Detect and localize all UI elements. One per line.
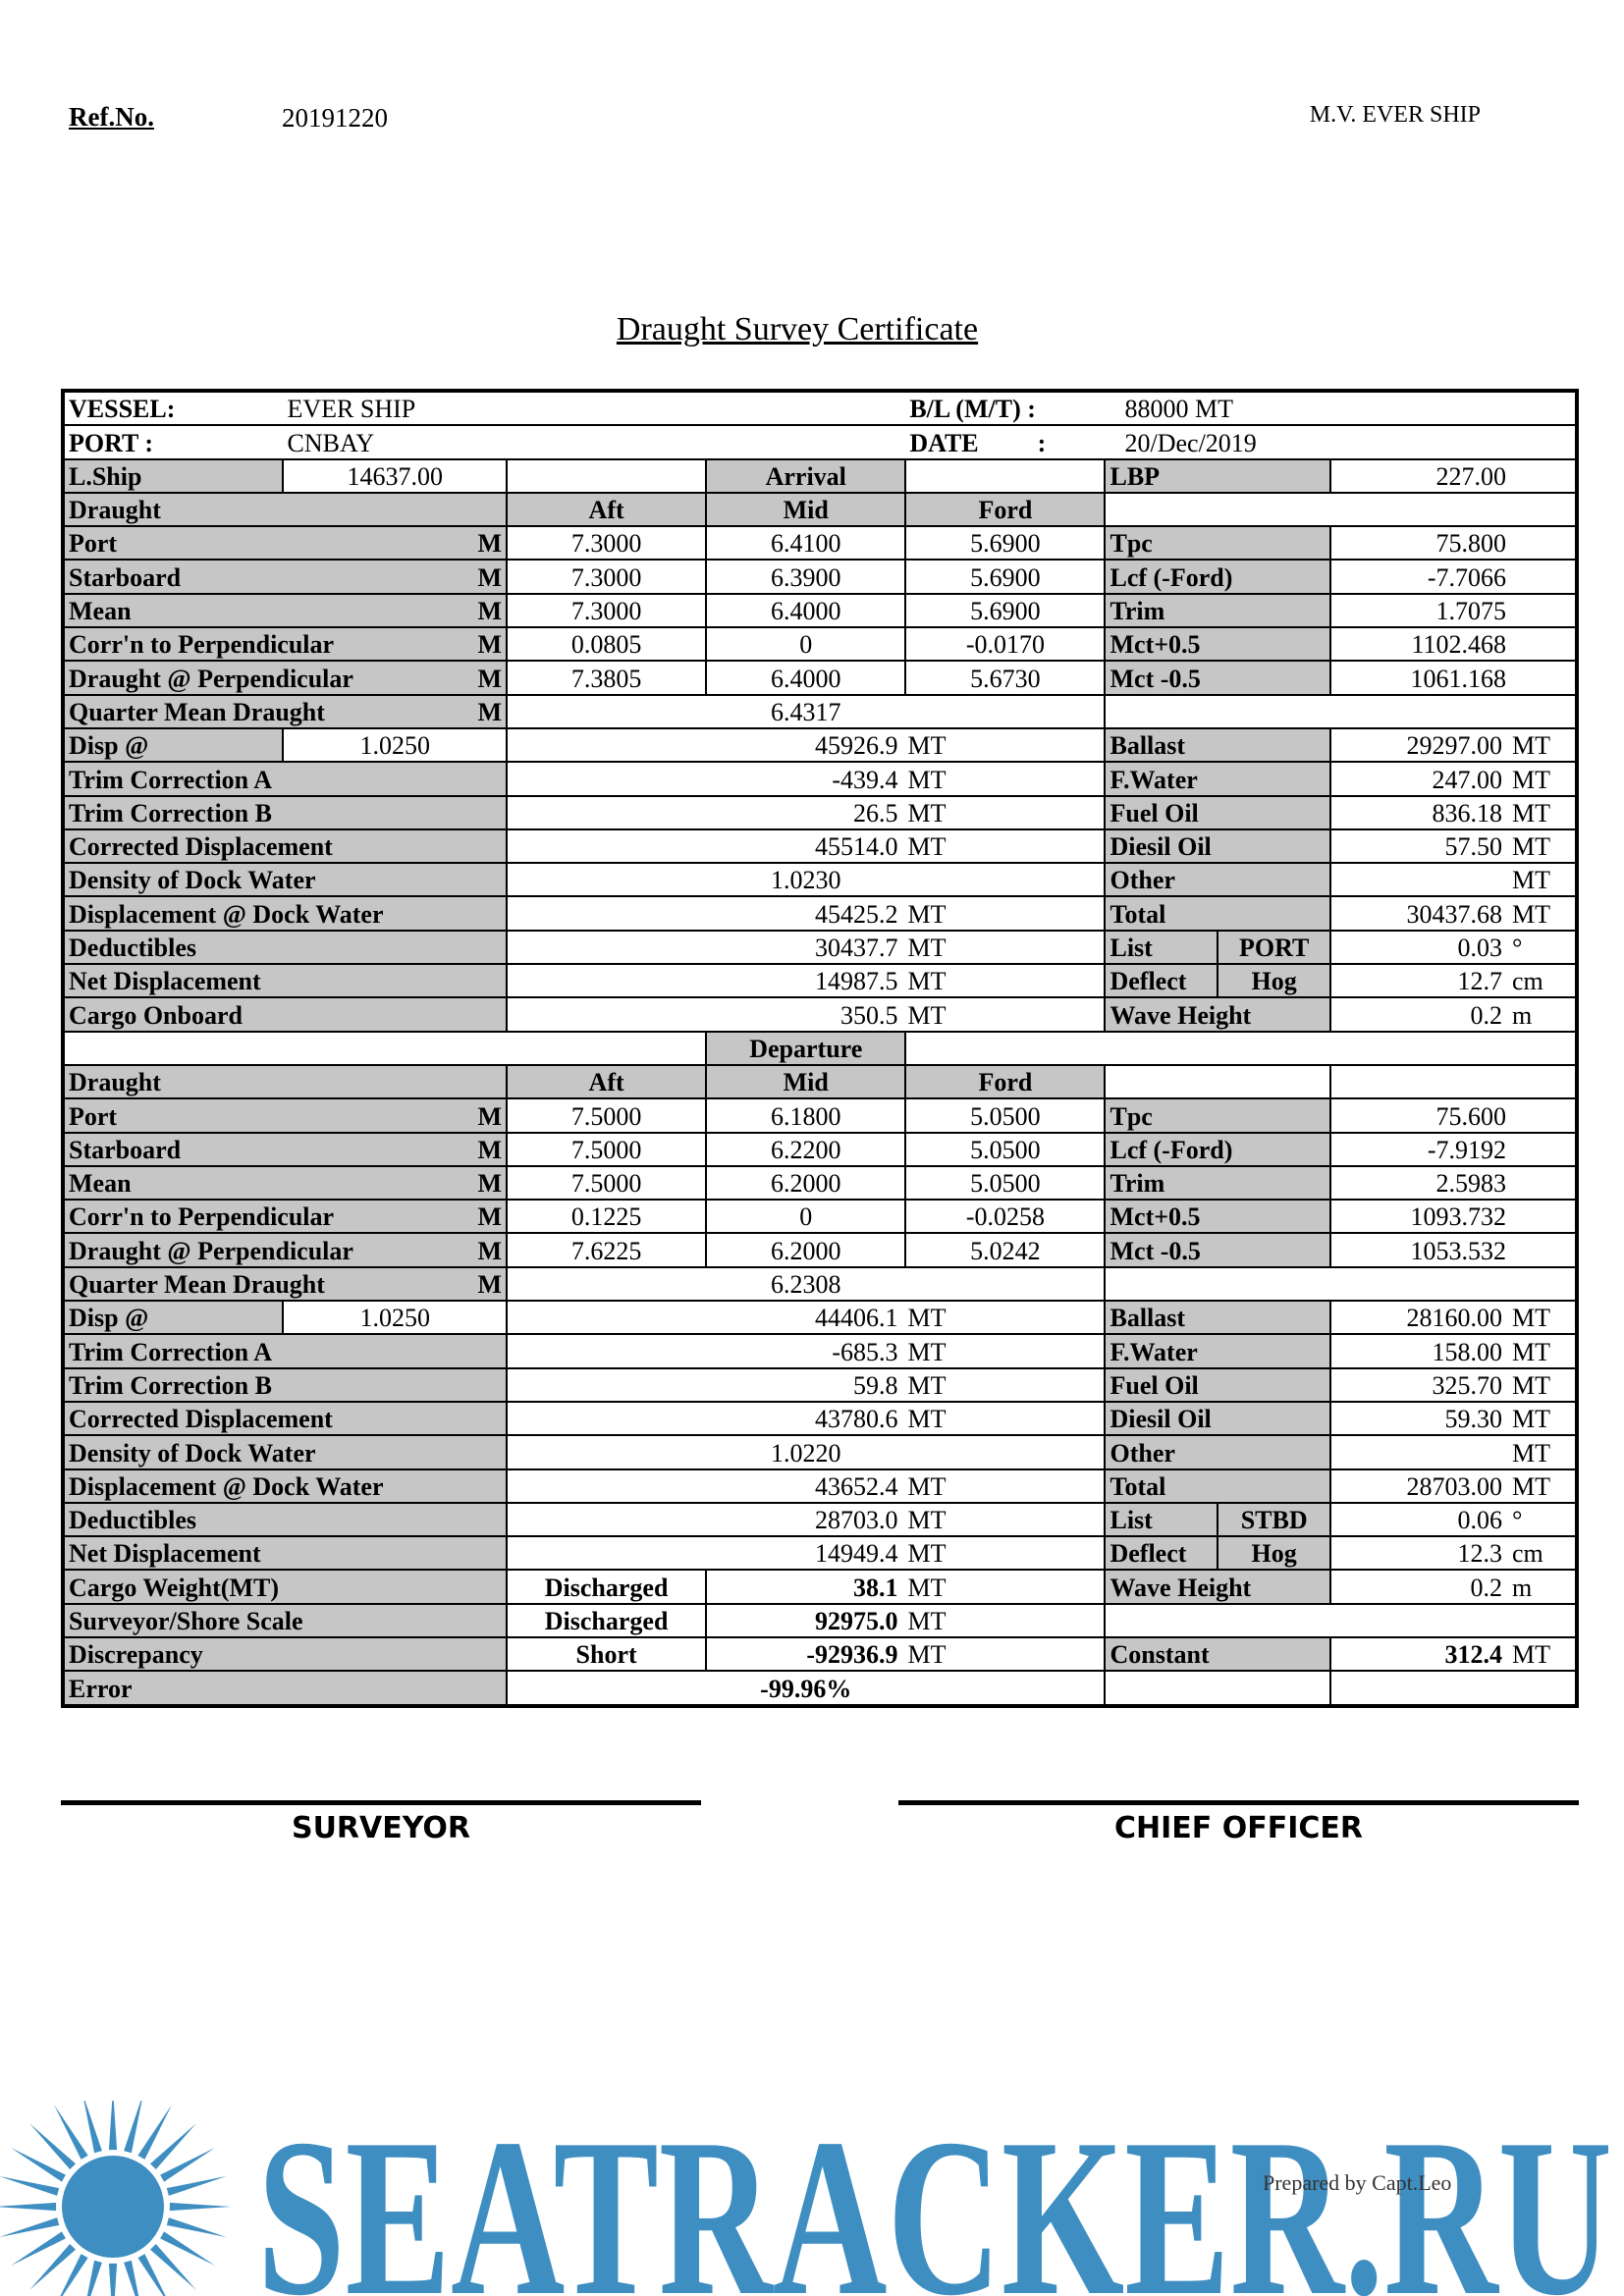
arrival-heading: Arrival bbox=[706, 459, 905, 493]
table-row: Starboard M 7.5000 6.2200 5.0500 Lcf (-Ford) -7.9192 bbox=[63, 1133, 1577, 1166]
table-row: Cargo Weight(MT) Discharged 38.1 MT Wave Height 0.2 m bbox=[63, 1570, 1577, 1603]
draught-label: Draught bbox=[63, 493, 507, 526]
port-label: PORT : bbox=[63, 425, 283, 458]
table-row: Corrected Displacement 45514.0 MT Diesil Oil 57.50 MT bbox=[63, 829, 1577, 863]
sun-ray bbox=[0, 2176, 59, 2196]
surveyor-label: SURVEYOR bbox=[291, 1811, 471, 1845]
table-row: Mean M 7.3000 6.4000 5.6900 Trim 1.7075 bbox=[63, 594, 1577, 627]
ship-name: M.V. EVER SHIP bbox=[1309, 102, 1481, 128]
table-row: Deductibles 28703.0 MT List STBD 0.06 ° bbox=[63, 1503, 1577, 1536]
table-row: Trim Correction A -439.4 MT F.Water 247.00 MT bbox=[63, 762, 1577, 795]
table-row: Trim Correction B 59.8 MT Fuel Oil 325.70 MT bbox=[63, 1368, 1577, 1402]
departure-heading-row bbox=[63, 1032, 1577, 1065]
table-row: Density of Dock Water 1.0220 Other MT bbox=[63, 1435, 1577, 1468]
table-row: Corr'n to Perpendicular M 0.0805 0 -0.0170 Mct+0.5 1102.468 bbox=[63, 627, 1577, 661]
sun-ray bbox=[124, 2101, 143, 2153]
ref-no-label: Ref.No. bbox=[69, 102, 154, 132]
table-row: Starboard M 7.3000 6.3900 5.6900 Lcf (-Ford) -7.7066 bbox=[63, 560, 1577, 593]
table-row: Port M 7.3000 6.4100 5.6900 Tpc 75.800 bbox=[63, 526, 1577, 560]
table-row: Net Displacement 14949.4 MT Deflect Hog 12.3 cm bbox=[63, 1536, 1577, 1570]
lbp-value: 227.00 bbox=[1330, 459, 1577, 493]
table-row: Displacement @ Dock Water 43652.4 MT Total 28703.00 MT bbox=[63, 1469, 1577, 1503]
page-title: Draught Survey Certificate bbox=[616, 311, 979, 347]
table-row: Quarter Mean Draught M 6.4317 bbox=[63, 695, 1577, 728]
lship-label: L.Ship bbox=[63, 459, 283, 493]
sun-ray bbox=[170, 2203, 231, 2211]
table-row: Cargo Onboard 350.5 MT Wave Height 0.2 m bbox=[63, 997, 1577, 1031]
dep-header-row: Draught Aft Mid Ford bbox=[63, 1065, 1577, 1098]
table-row: Disp @ 1.0250 44406.1 MT Ballast 28160.00 MT bbox=[63, 1301, 1577, 1334]
table-row: Surveyor/Shore Scale Discharged 92975.0 MT bbox=[63, 1604, 1577, 1637]
table-row: Trim Correction B 26.5 MT Fuel Oil 836.18 MT bbox=[63, 796, 1577, 829]
lbp-label: LBP bbox=[1105, 459, 1330, 493]
seatracker-watermark bbox=[0, 2101, 1624, 2296]
sun-ray bbox=[0, 2217, 59, 2237]
table-row: Quarter Mean Draught M 6.2308 bbox=[63, 1267, 1577, 1301]
table-row: Corrected Displacement 43780.6 MT Diesil Oil 59.30 MT bbox=[63, 1402, 1577, 1435]
table-row: Port M 7.5000 6.1800 5.0500 Tpc 75.600 bbox=[63, 1098, 1577, 1132]
sun-logo-icon bbox=[0, 2101, 231, 2296]
table-row: Discrepancy Short -92936.9 MT Constant 312.4 MT bbox=[63, 1637, 1577, 1671]
table-row: Deductibles 30437.7 MT List PORT 0.03 ° bbox=[63, 931, 1577, 964]
table-row: Displacement @ Dock Water 45425.2 MT Total 30437.68 MT bbox=[63, 896, 1577, 930]
mid-header: Mid bbox=[706, 493, 905, 526]
vessel-value: EVER SHIP bbox=[283, 391, 507, 425]
chief-officer-signature-line bbox=[898, 1800, 1579, 1805]
table-row: Mean M 7.5000 6.2000 5.0500 Trim 2.5983 bbox=[63, 1166, 1577, 1200]
sun-ray bbox=[82, 2101, 102, 2153]
table-row: Trim Correction A -685.3 MT F.Water 158.00 MT bbox=[63, 1334, 1577, 1367]
ford-header: Ford bbox=[905, 493, 1105, 526]
bl-value: 88000 MT bbox=[1105, 391, 1577, 425]
bl-label: B/L (M/T) : bbox=[905, 391, 1105, 425]
date-label: DATE : bbox=[905, 425, 1105, 458]
departure-heading: Departure bbox=[706, 1032, 905, 1065]
prepared-by: Prepared by Capt.Leo bbox=[1263, 2170, 1452, 2195]
lship-row bbox=[63, 459, 1577, 493]
watermark-text: SEATRACKER.RU bbox=[257, 2101, 1612, 2296]
arr-header-row bbox=[63, 493, 1577, 526]
table-row: Draught @ Perpendicular M 7.6225 6.2000 5.0242 Mct -0.5 1053.532 bbox=[63, 1233, 1577, 1266]
table-row: Net Displacement 14987.5 MT Deflect Hog 12.7 cm bbox=[63, 964, 1577, 997]
sun-ray bbox=[167, 2217, 227, 2237]
sun-ray bbox=[167, 2176, 227, 2196]
vessel-label: VESSEL: bbox=[63, 391, 283, 425]
table-row: Density of Dock Water 1.0230 Other MT bbox=[63, 863, 1577, 896]
surveyor-signature-line bbox=[61, 1800, 701, 1805]
table-row: Draught @ Perpendicular M 7.3805 6.4000 5.6730 Mct -0.5 1061.168 bbox=[63, 661, 1577, 694]
survey-table bbox=[61, 389, 1579, 1708]
lship-value: 14637.00 bbox=[283, 459, 507, 493]
port-value: CNBAY bbox=[283, 425, 507, 458]
aft-header: Aft bbox=[507, 493, 706, 526]
date-value: 20/Dec/2019 bbox=[1105, 425, 1577, 458]
table-row: Disp @ 1.0250 45926.9 MT Ballast 29297.00 MT bbox=[63, 728, 1577, 762]
ref-no-value: 20191220 bbox=[282, 103, 388, 133]
port-date-row bbox=[63, 425, 1577, 458]
chief-officer-label: CHIEF OFFICER bbox=[1114, 1811, 1363, 1845]
sun-ray bbox=[82, 2261, 102, 2296]
table-row: Error -99.96% bbox=[63, 1671, 1577, 1705]
sun-ray bbox=[109, 2264, 117, 2296]
vessel-row bbox=[63, 391, 1577, 425]
sun-ray bbox=[109, 2101, 117, 2150]
sun-ray bbox=[124, 2261, 143, 2296]
sun-ray bbox=[0, 2203, 56, 2211]
table-row: Corr'n to Perpendicular M 0.1225 0 -0.0258 Mct+0.5 1093.732 bbox=[63, 1200, 1577, 1233]
